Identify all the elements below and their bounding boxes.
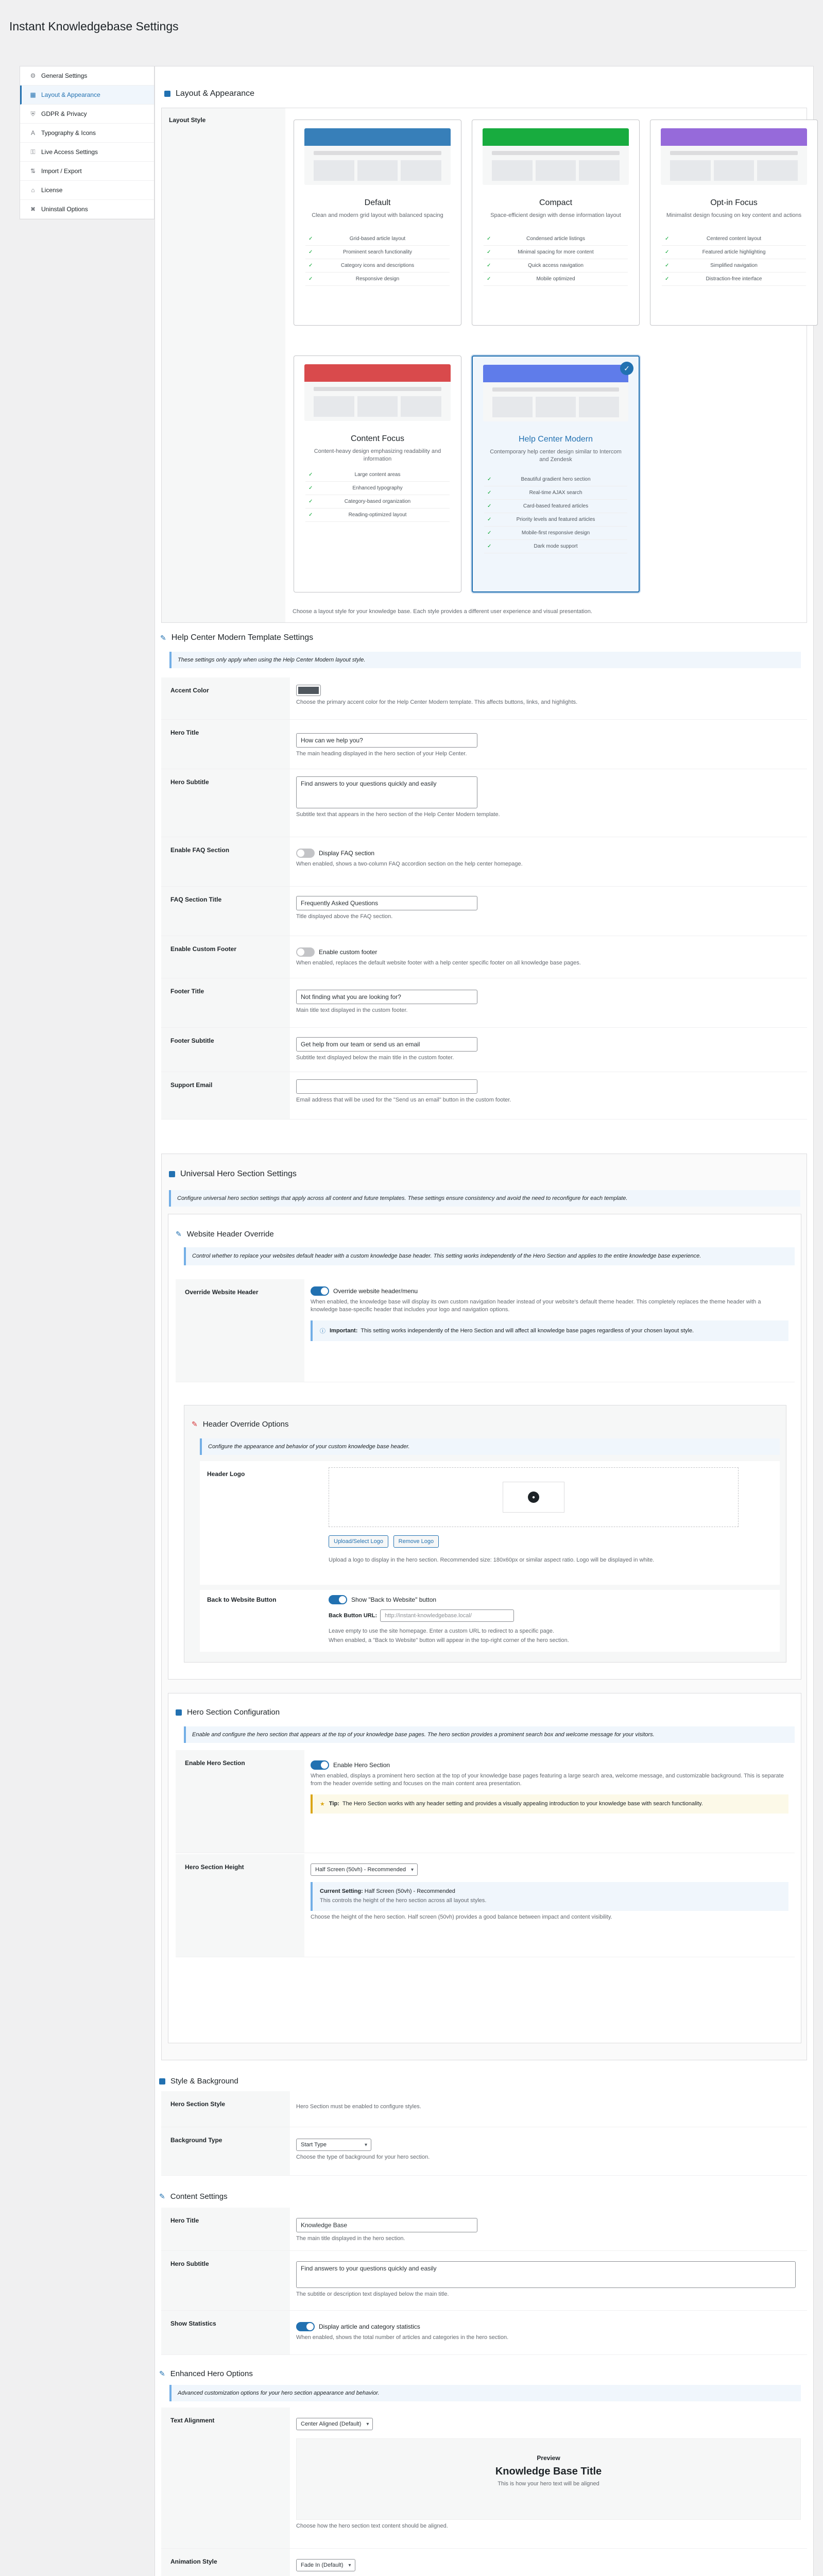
pencil-icon: ✎: [159, 2192, 165, 2200]
nav-item-layout[interactable]: [20, 86, 154, 105]
who-title-text: Website Header Override: [186, 1230, 274, 1239]
hero-enable-toggle-label: Enable Hero Section: [333, 1761, 390, 1769]
thumbnail-block: [579, 160, 620, 181]
accent-color-label: Accent Color: [170, 687, 209, 694]
layout-icon: ▦: [30, 91, 36, 98]
nav-item-import-export[interactable]: [20, 162, 154, 181]
hero-height-desc: Choose the height of the hero section. Half screen (50vh) provides a good balance between impact and content visibility.: [311, 1914, 612, 1921]
key-icon: ⚿: [30, 148, 36, 156]
layout-card[interactable]: [294, 355, 461, 592]
layout-feature: ✓ Category icons and descriptions: [305, 259, 450, 273]
layout-card-title: Help Center Modern: [518, 435, 593, 444]
accent-color-row: [161, 677, 807, 720]
thumbnail-block: [536, 160, 576, 181]
content-settings-title: [159, 2192, 228, 2201]
layout-card[interactable]: [650, 120, 818, 326]
uhs-section-title: [169, 1170, 297, 1179]
layout-feature: ✓ Minimal spacing for more content: [484, 246, 628, 259]
content-hero-subtitle-desc: The subtitle or description text displayed below the main title.: [296, 2291, 449, 2297]
thumbnail-block: [314, 160, 354, 181]
footer-subtitle-label: Footer Subtitle: [170, 1037, 214, 1044]
thumbnail-block: [670, 160, 711, 181]
faq-enable-row: [161, 837, 807, 887]
thumbnail-block: [536, 397, 576, 417]
content-hero-title-input[interactable]: Knowledge Base: [296, 2218, 477, 2232]
pencil-icon: ✎: [192, 1420, 198, 1428]
logo-buttons: [329, 1535, 439, 1548]
thumbnail-blocks: [492, 160, 620, 181]
thumbnail-line: [670, 151, 798, 155]
nav-item-label: Uninstall Options: [41, 206, 88, 213]
layout-cards-area: [285, 108, 807, 622]
hoo-notice: Configure the appearance and behavior of your custom knowledge base header.: [200, 1438, 780, 1455]
back-button-desc: When enabled, a "Back to Website" button will appear in the top-right corner of the hero section.: [329, 1637, 569, 1643]
trash-icon: ✖: [30, 206, 36, 213]
footer-enable-row: [161, 936, 807, 978]
hero-style-desc: Hero Section must be enabled to configure styles.: [296, 2104, 421, 2110]
align-preview: [296, 2438, 801, 2520]
enhanced-title-text: Enhanced Hero Options: [170, 2369, 253, 2378]
enhanced-notice: Advanced customization options for your hero section appearance and behavior.: [169, 2385, 801, 2401]
uhs-title-text: Universal Hero Section Settings: [180, 1170, 297, 1178]
header-logo-label: Header Logo: [207, 1470, 245, 1478]
hero-icon: [169, 1171, 175, 1177]
hero-enable-row: [176, 1750, 795, 1853]
remove-logo-button[interactable]: Remove Logo: [393, 1535, 439, 1548]
layout-card[interactable]: [472, 355, 640, 592]
logo-preview: [503, 1482, 564, 1513]
nav-item-trash[interactable]: [20, 200, 154, 219]
support-email-label: Support Email: [170, 1081, 213, 1089]
hero-subtitle-label: Hero Subtitle: [170, 778, 209, 786]
important-notice: [311, 1320, 788, 1341]
hero-enable-desc: When enabled, displays a prominent hero section at the top of your knowledge base pages featuring a large search area, welcome message, and customizable background. This is separate from the header override setting and focuses on the main content area presentation.: [311, 1773, 784, 1787]
enhanced-hero-title: [159, 2369, 253, 2378]
hoo-title: [192, 1420, 288, 1429]
nav-item-key[interactable]: [20, 143, 154, 162]
hero-style-label: Hero Section Style: [170, 2100, 226, 2108]
layout-feature: ✓ Grid-based article layout: [305, 232, 450, 246]
settings-nav: [20, 66, 155, 219]
tip-text: The Hero Section works with any header setting and provides a visually appealing introduction to your knowledge base with search functionality.: [342, 1801, 703, 1807]
footer-title-row: [161, 978, 807, 1028]
universal-hero-panel: [161, 1154, 807, 2060]
pencil-icon: ✎: [160, 633, 166, 642]
nav-item-label: Layout & Appearance: [41, 91, 100, 98]
faq-title-row: [161, 887, 807, 936]
footer-subtitle-input[interactable]: Get help from our team or send us an email: [296, 1037, 477, 1052]
page-title: Instant Knowledgebase Settings: [9, 20, 179, 33]
faq-toggle[interactable]: [296, 849, 315, 858]
animation-row: [161, 2549, 807, 2576]
thumbnail-header: [483, 365, 628, 382]
nav-item-shield[interactable]: [20, 105, 154, 124]
hero-subtitle-textarea[interactable]: Find answers to your questions quickly and easily: [296, 776, 477, 808]
thumbnail-blocks: [670, 160, 798, 181]
hsc-notice: Enable and configure the hero section that appears at the top of your knowledge base pages. The hero section provides a prominent search box and welcome message for your visitors.: [184, 1726, 795, 1743]
content-rows: [161, 2208, 807, 2355]
layout-card[interactable]: [294, 120, 461, 326]
stats-desc: When enabled, shows the total number of articles and categories in the hero section.: [296, 2334, 509, 2341]
back-button-toggle-label: Show "Back to Website" button: [351, 1596, 437, 1603]
thumbnail-block: [401, 396, 441, 417]
nav-item-label: Typography & Icons: [41, 129, 96, 137]
layout-feature: ✓ Category-based organization: [305, 495, 450, 509]
style-bg-title-text: Style & Background: [170, 2077, 238, 2086]
bg-type-label: Background Type: [170, 2137, 222, 2144]
override-header-desc: When enabled, the knowledge base will display its own custom navigation header instead of your website's default theme header. This completely replaces the theme header with a knowledge base-specific header that includes your logo and navigation options.: [311, 1299, 761, 1313]
pencil-icon: ✎: [159, 2369, 165, 2378]
header-logo-row: [200, 1461, 780, 1585]
stats-row: [161, 2311, 807, 2355]
back-url-input[interactable]: http://instant-knowledgebase.local/: [380, 1609, 514, 1622]
nav-item-label: Live Access Settings: [41, 148, 98, 156]
thumbnail-block: [492, 160, 533, 181]
thumbnail-block: [357, 396, 398, 417]
support-email-input[interactable]: [296, 1079, 477, 1094]
important-text: This setting works independently of the Hero Section and will affect all knowledge base pages regardless of your chosen layout style.: [361, 1327, 694, 1334]
layout-feature-list: [484, 473, 627, 553]
layout-feature: ✓ Dark mode support: [484, 540, 627, 553]
layout-feature-list: [484, 232, 628, 286]
stats-label: Show Statistics: [170, 2320, 216, 2327]
hcm-notice: These settings only apply when using the Help Center Modern layout style.: [169, 652, 801, 668]
hero-height-label: Hero Section Height: [185, 1863, 244, 1871]
animation-label: Animation Style: [170, 2558, 217, 2565]
height-current-label: Current Setting:: [320, 1888, 363, 1894]
thumbnail-line: [314, 387, 441, 391]
nav-item-label: Import / Export: [41, 167, 82, 175]
thumbnail-header: [304, 128, 451, 146]
layout-card-title: Content Focus: [350, 434, 405, 443]
stats-toggle[interactable]: [296, 2322, 315, 2331]
layout-title-text: Layout & Appearance: [176, 89, 255, 98]
layout-feature: ✓ Featured article highlighting: [662, 246, 806, 259]
header-override-options-panel: [184, 1405, 786, 1663]
height-current-value: Half Screen (50vh) - Recommended: [364, 1888, 455, 1894]
faq-title-input[interactable]: Frequently Asked Questions: [296, 896, 477, 910]
footer-toggle[interactable]: [296, 947, 315, 957]
hcm-rows: [161, 677, 807, 1120]
footer-subtitle-row: [161, 1028, 807, 1072]
override-header-toggle-label: Override website header/menu: [333, 1287, 418, 1295]
footer-toggle-label: Enable custom footer: [319, 948, 378, 956]
thumbnail-block: [714, 160, 755, 181]
nav-item-gear[interactable]: [20, 66, 154, 86]
layout-thumbnail: [483, 128, 629, 185]
text-align-label: Text Alignment: [170, 2417, 215, 2424]
override-header-toggle[interactable]: [311, 1286, 329, 1296]
text-align-select[interactable]: Center Aligned (Default) ▾: [296, 2418, 373, 2430]
layout-card-desc: Content-heavy design emphasizing readability and information: [314, 448, 441, 463]
info-icon: ⓘ: [320, 1328, 325, 1334]
layout-feature: ✓ Condensed article listings: [484, 232, 628, 246]
back-url-label: Back Button URL:: [329, 1613, 378, 1619]
text-align-desc: Choose how the hero section text content should be aligned.: [296, 2523, 448, 2529]
layout-thumbnail: [661, 128, 807, 185]
hero-tip-notice: [311, 1794, 788, 1814]
layout-feature: ✓ Large content areas: [305, 468, 450, 482]
nav-item-label: License: [41, 187, 63, 194]
footer-title-input[interactable]: Not finding what you are looking for?: [296, 990, 477, 1004]
footer-enable-desc: When enabled, replaces the default website footer with a help center specific footer on all knowledge base pages.: [296, 960, 581, 966]
logo-image-icon: ●: [528, 1492, 539, 1503]
layout-feature: ✓ Priority levels and featured articles: [484, 513, 627, 527]
content-hero-subtitle-row: [161, 2251, 807, 2311]
faq-toggle-label: Display FAQ section: [319, 850, 375, 857]
support-email-desc: Email address that will be used for the "Send us an email" button in the custom footer.: [296, 1097, 511, 1103]
layout-card-title: Opt-in Focus: [710, 198, 758, 207]
faq-title-label: FAQ Section Title: [170, 896, 222, 903]
thumbnail-block: [492, 397, 533, 417]
thumbnail-header: [661, 128, 807, 146]
hero-title-input[interactable]: How can we help you?: [296, 733, 477, 748]
layout-style-row: [161, 108, 807, 623]
upload-logo-button[interactable]: Upload/Select Logo: [329, 1535, 388, 1548]
layout-feature: ✓ Card-based featured articles: [484, 500, 627, 513]
logo-desc: Upload a logo to display in the hero section. Recommended size: 180x60px or similar aspect ratio. Logo will be displayed in white.: [329, 1557, 655, 1563]
footer-title-label: Footer Title: [170, 988, 204, 995]
lightbulb-icon: ★: [320, 1801, 325, 1807]
thumbnail-blocks: [492, 397, 619, 417]
layout-thumbnail: [304, 364, 451, 421]
layout-card-title: Compact: [539, 198, 573, 207]
layout-feature-list: [662, 232, 806, 286]
uhs-notice: Configure universal hero section settings that apply across all content and future templates. These settings ensure consistency and avoid the need to reconfigure for each template.: [169, 1190, 800, 1207]
typography-icon: A: [30, 129, 35, 137]
hsc-title-text: Hero Section Configuration: [187, 1708, 280, 1717]
thumbnail-block: [757, 160, 798, 181]
height-current-desc: This controls the height of the hero section across all layout styles.: [320, 1897, 487, 1904]
faq-enable-label: Enable FAQ Section: [170, 846, 230, 854]
nav-item-typography[interactable]: [20, 124, 154, 143]
layout-thumbnail: [304, 128, 451, 185]
hero-height-row: [176, 1854, 795, 1957]
logo-preview-area: [329, 1467, 739, 1527]
thumbnail-block: [314, 396, 354, 417]
faq-title-desc: Title displayed above the FAQ section.: [296, 913, 393, 920]
layout-section-title: [164, 89, 254, 98]
who-notice: Control whether to replace your websites default header with a custom knowledge base header. This setting works independently of the Hero Section and applies to the entire knowledge base experience.: [184, 1247, 795, 1265]
back-url-field: [329, 1609, 514, 1622]
import-export-icon: ⇅: [30, 167, 36, 175]
who-title: [176, 1230, 274, 1239]
layout-feature: ✓ Responsive design: [305, 273, 450, 286]
layout-thumbnail: [483, 365, 628, 421]
website-header-override-panel: [168, 1214, 801, 1680]
animation-select[interactable]: Fade In (Default) ▾: [296, 2559, 355, 2571]
pencil-icon: ✎: [176, 1230, 182, 1238]
layout-feature: ✓ Quick access navigation: [484, 259, 628, 273]
thumbnail-block: [401, 160, 441, 181]
content-hero-title-desc: The main title displayed in the hero section.: [296, 2235, 405, 2242]
layout-feature: ✓ Beautiful gradient hero section: [484, 473, 627, 486]
footer-subtitle-desc: Subtitle text displayed below the main title in the custom footer.: [296, 1055, 454, 1061]
stats-toggle-label: Display article and category statistics: [319, 2323, 420, 2330]
style-bg-title: [159, 2077, 238, 2086]
accent-color-picker[interactable]: [296, 685, 321, 696]
align-preview-subtitle: This is how your hero text will be aligned: [498, 2481, 599, 2487]
thumbnail-line: [492, 151, 620, 155]
layout-icon: [164, 91, 170, 97]
bg-type-row: [161, 2127, 807, 2176]
accent-color-swatch: [298, 687, 319, 694]
hsc-title: [176, 1708, 280, 1717]
thumbnail-header: [304, 364, 451, 382]
layout-feature: ✓ Mobile-first responsive design: [484, 527, 627, 540]
height-current-box: [311, 1882, 788, 1911]
footer-enable-label: Enable Custom Footer: [170, 945, 237, 953]
hcm-section-title: [160, 633, 313, 642]
hero-height-select[interactable]: Half Screen (50vh) - Recommended ▾: [311, 1863, 418, 1876]
nav-item-label: GDPR & Privacy: [41, 110, 87, 117]
style-bg-rows: [161, 2091, 807, 2176]
settings-main: [155, 66, 814, 2576]
layout-card-desc: Space-efficient design with dense information layout: [490, 212, 621, 218]
palette-icon: [159, 2078, 165, 2084]
content-title-text: Content Settings: [170, 2192, 228, 2201]
layout-feature: ✓ Real-time AJAX search: [484, 486, 627, 500]
layout-feature: ✓ Centered content layout: [662, 232, 806, 246]
content-hero-title-label: Hero Title: [170, 2217, 199, 2224]
layout-feature-list: [305, 232, 450, 286]
gear-icon: ⚙: [30, 72, 36, 79]
layout-feature-list: [305, 468, 450, 522]
override-header-row: [176, 1279, 795, 1382]
bg-type-select[interactable]: Start Type ▾: [296, 2139, 371, 2151]
align-preview-title: Knowledge Base Title: [495, 2466, 602, 2477]
license-icon: ⌂: [31, 187, 35, 194]
back-button-toggle[interactable]: [329, 1595, 347, 1604]
layout-card-title: Default: [364, 198, 391, 207]
layout-style-desc: Choose a layout style for your knowledge base. Each style provides a different user experience and visual presentation.: [293, 608, 592, 615]
layout-feature: ✓ Enhanced typography: [305, 482, 450, 495]
faq-enable-desc: When enabled, shows a two-column FAQ accordion section on the help center homepage.: [296, 861, 523, 867]
content-hero-subtitle-label: Hero Subtitle: [170, 2260, 209, 2267]
layout-card-desc: Clean and modern grid layout with balanced spacing: [312, 212, 443, 218]
text-align-row: [161, 2408, 807, 2549]
back-button-row: [200, 1590, 780, 1652]
hero-style-row: [161, 2091, 807, 2127]
thumbnail-block: [357, 160, 398, 181]
layout-feature: ✓ Mobile optimized: [484, 273, 628, 286]
layout-feature: ✓ Distraction-free interface: [662, 273, 806, 286]
selected-check-icon: ✓: [620, 362, 633, 375]
layout-card-desc: Minimalist design focusing on key content and actions: [666, 212, 802, 218]
layout-card-desc: Contemporary help center design similar to Intercom and Zendesk: [490, 449, 622, 463]
hoo-title-text: Header Override Options: [202, 1420, 289, 1429]
thumbnail-blocks: [314, 160, 441, 181]
layout-feature: ✓ Prominent search functionality: [305, 246, 450, 259]
thumbnail-block: [579, 397, 619, 417]
hcm-title-text: Help Center Modern Template Settings: [171, 633, 314, 642]
hero-enable-toggle[interactable]: [311, 1760, 329, 1770]
hero-title-label: Hero Title: [170, 729, 199, 736]
hero-subtitle-row: [161, 769, 807, 837]
footer-title-desc: Main title text displayed in the custom footer.: [296, 1007, 408, 1013]
support-email-row: [161, 1072, 807, 1120]
enhanced-rows: [161, 2408, 807, 2576]
content-hero-subtitle-textarea[interactable]: Find answers to your questions quickly and easily: [296, 2261, 796, 2288]
back-url-desc: Leave empty to use the site homepage. Enter a custom URL to redirect to a specific page.: [329, 1628, 554, 1634]
thumbnail-blocks: [314, 396, 441, 417]
content-hero-title-row: [161, 2208, 807, 2251]
align-preview-label: Preview: [537, 2454, 560, 2462]
thumbnail-line: [314, 151, 441, 155]
tip-label: Tip:: [329, 1801, 339, 1807]
hero-subtitle-desc: Subtitle text that appears in the hero section of the Help Center Modern template.: [296, 811, 500, 818]
shield-icon: ⛨: [30, 110, 36, 117]
thumbnail-line: [492, 387, 619, 392]
override-header-label: Override Website Header: [185, 1289, 259, 1296]
layout-feature: ✓ Simplified navigation: [662, 259, 806, 273]
hero-title-desc: The main heading displayed in the hero section of your Help Center.: [296, 751, 467, 757]
hero-config-panel: [168, 1693, 801, 2043]
hero-title-row: [161, 720, 807, 769]
hero-enable-label: Enable Hero Section: [185, 1759, 245, 1767]
layout-feature: ✓ Reading-optimized layout: [305, 509, 450, 522]
layout-card[interactable]: [472, 120, 640, 326]
thumbnail-header: [483, 128, 629, 146]
layout-style-label: Layout Style: [169, 116, 206, 124]
important-label: Important:: [330, 1327, 358, 1334]
accent-color-desc: Choose the primary accent color for the Help Center Modern template. This affects buttons, links, and highlights.: [296, 699, 578, 705]
nav-item-label: General Settings: [41, 72, 88, 79]
back-button-label: Back to Website Button: [207, 1596, 277, 1603]
nav-item-license[interactable]: [20, 181, 154, 200]
bg-type-desc: Choose the type of background for your hero section.: [296, 2154, 430, 2160]
hero-config-icon: [176, 1709, 182, 1716]
